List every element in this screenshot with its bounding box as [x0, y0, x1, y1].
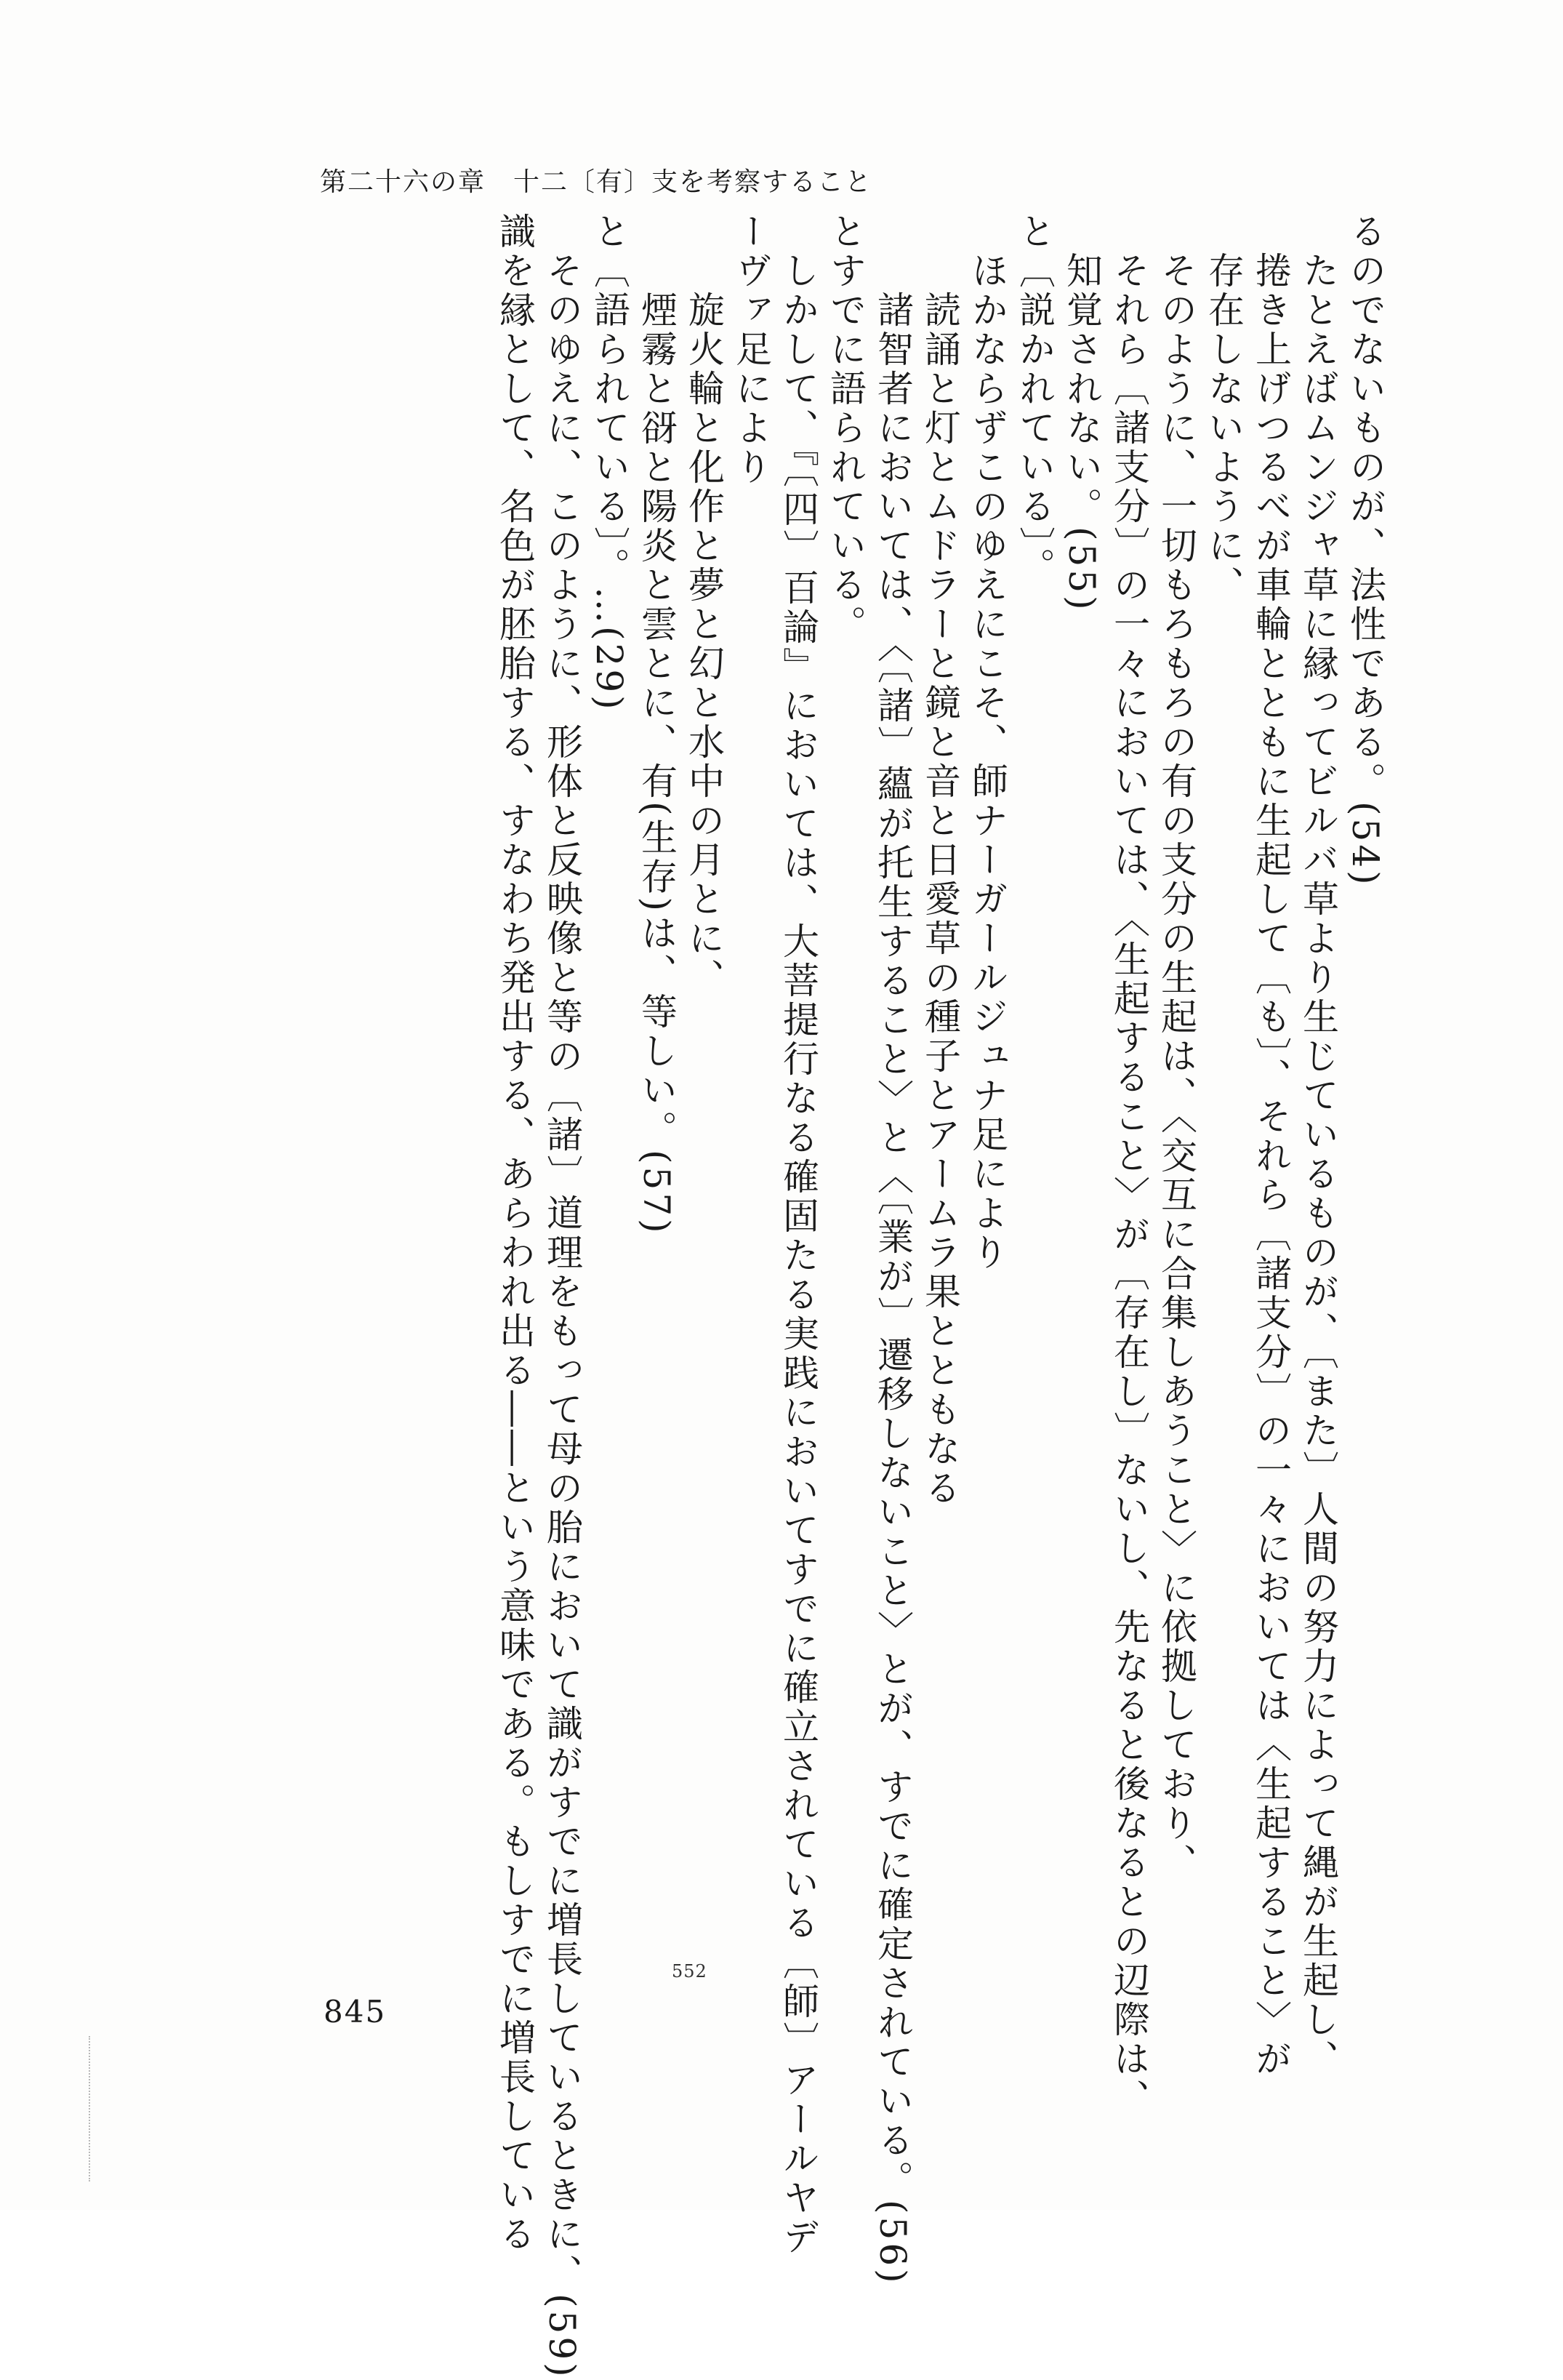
text-line: 読誦と灯とムドラーと鏡と音と日愛草の種子とアームラ果とともなる: [919, 212, 961, 1508]
text-line: 知覚されない。(55): [1061, 212, 1103, 613]
text-line: 存在しないように、: [1202, 212, 1245, 605]
text-line: そのゆえに、このように、形体と反映像と等の〔諸〕道理をもって母の胎において識がすでに増長しているときに、(59): [541, 212, 583, 2380]
text-line: 旋火輪と化作と夢と幻と水中の月とに、: [683, 212, 725, 998]
page-number: 845: [324, 1994, 387, 2030]
marginal-number: 552: [672, 1961, 707, 1982]
text-line: と〔語られている〕。…(29): [588, 212, 630, 713]
text-line: 諸智者においては、〈〔諸〕蘊が托生すること〉と〈〔業が〕遷移しないこと〉とが、すでに確定されている。(56): [872, 212, 914, 2286]
text-line: ーヴァ足により: [730, 212, 772, 487]
text-line: そのように、一切もろもろの有の支分の生起は、〈交互に合集しあうこと〉に依拠しており、: [1155, 212, 1197, 1883]
text-line: たとえばムンジャ草に縁ってビルバ草より生じているものが、〔また〕人間の努力によって縄が生起し、: [1297, 212, 1339, 2079]
text-line: 煙霧と谺と陽炎と雲とに、有(生存)は、等しい。(57): [635, 212, 678, 1236]
text-line: とすでに語られている。: [824, 212, 867, 644]
scan-edge-marks: [89, 2036, 92, 2181]
text-line: 捲き上げつるべが車輪とともに生起して〔も〕、それら〔諸支分〕の一々においては〈生起すること〉が: [1250, 212, 1292, 2079]
text-line: 識を縁として、名色が胚胎する、すなわち発出する、あらわれ出る――という意味である。もしすでに増長している: [494, 212, 536, 2254]
text-line: と〔説かれている〕。: [1013, 212, 1056, 587]
text-line: るのでないものが、法性である。(54): [1344, 212, 1386, 888]
text-line: しかして、『〔四〕百論』においては、大菩提行なる確固たる実践においてすでに確立されている〔師〕アールヤデ: [777, 212, 819, 2257]
text-line: ほかならずこのゆえにこそ、師ナーガールジュナ足により: [966, 212, 1008, 1273]
text-line: それら〔諸支分〕の一々においては、〈生起すること〉が〔存在し〕ないし、先なると後なるとの辺際は、: [1108, 212, 1150, 2118]
running-head: 第二十六の章 十二〔有〕支を考察すること: [320, 167, 873, 197]
